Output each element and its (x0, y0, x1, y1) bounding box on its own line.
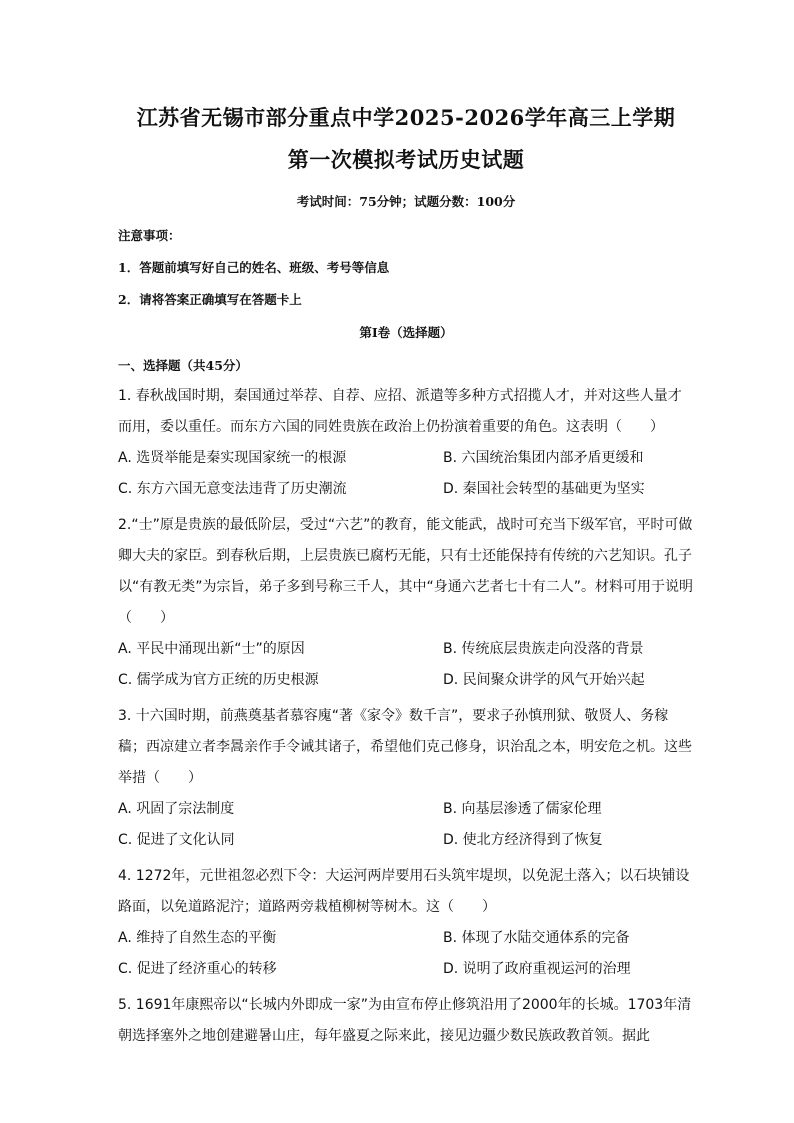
exam-title-line2: 第一次模拟考试历史试题 (287, 147, 525, 172)
note-item: 1．答题前填写好自己的姓名、班级、考号等信息 (118, 260, 390, 275)
part-heading: 一、选择题（共45分） (118, 358, 248, 373)
exam-info: 考试时间：75分钟；试题分数：100分 (296, 194, 516, 209)
notes-heading: 注意事项： (118, 228, 181, 243)
question-3-text: 3. 十六国时期，前燕奠基者慕容廆“著《家令》数千言”，要求子孙慎刑狱、敬贤人、务稼穑；西凉建立者李暠亲作手令诫其诸子，希望他们克己修身，识治乱之本，明安危之机。这些举措（ ） (118, 708, 692, 786)
option-d[interactable]: D. 说明了政府重视运河的治理 (443, 961, 631, 977)
option-c[interactable]: C. 儒学成为官方正统的历史根源 (118, 672, 319, 688)
question-5-text: 5. 1691年康熙帝以“长城内外即成一家”为由宣布停止修筑沿用了2000年的长城。1703年清朝选择塞外之地创建避暑山庄，每年盛夏之际来此，接见边疆少数民族政教首领。据此 (118, 997, 692, 1044)
option-b[interactable]: B. 向基层渗透了儒家伦理 (443, 801, 602, 817)
question-4-options (118, 923, 694, 985)
option-b[interactable]: B. 体现了水陆交通体系的完备 (443, 930, 630, 946)
note-item: 2．请将答案正确填写在答题卡上 (118, 292, 302, 307)
option-b[interactable]: B. 传统底层贵族走向没落的背景 (443, 641, 644, 657)
question-1-text: 1. 春秋战国时期，秦国通过举荐、自荐、应招、派遣等多种方式招揽人才，并对这些人量才而用，委以重任。而东方六国的同姓贵族在政治上仍扮演着重要的角色。这表明（ ） (118, 388, 682, 435)
question-1-options (118, 443, 694, 505)
option-a[interactable]: A. 维持了自然生态的平衡 (118, 930, 277, 946)
option-c[interactable]: C. 东方六国无意变法违背了历史潮流 (118, 481, 347, 497)
option-d[interactable]: D. 民间聚众讲学的风气开始兴起 (443, 672, 645, 688)
option-c[interactable]: C. 促进了经济重心的转移 (118, 961, 277, 977)
exam-title-line1: 江苏省无锡市部分重点中学2025-2026学年高三上学期 (136, 105, 676, 130)
question-3-options (118, 794, 694, 856)
option-b[interactable]: B. 六国统治集团内部矛盾更缓和 (443, 450, 644, 466)
option-c[interactable]: C. 促进了文化认同 (118, 832, 235, 848)
option-a[interactable]: A. 巩固了宗法制度 (118, 801, 235, 817)
question-4-text: 4. 1272年，元世祖忽必烈下令：大运河两岸要用石头筑牢堤坝，以免泥土落入；以石块铺设路面，以免道路泥泞；道路两旁栽植柳树等树木。这（ ） (118, 868, 690, 915)
option-d[interactable]: D. 使北方经济得到了恢复 (443, 832, 603, 848)
option-a[interactable]: A. 选贤举能是秦实现国家统一的根源 (118, 450, 347, 466)
section-heading: 第I卷（选择题） (359, 325, 453, 340)
option-d[interactable]: D. 秦国社会转型的基础更为坚实 (443, 481, 645, 497)
option-a[interactable]: A. 平民中涌现出新“士”的原因 (118, 641, 305, 657)
question-2-options (118, 634, 694, 696)
question-2-text: 2.“士”原是贵族的最低阶层，受过“六艺”的教育，能文能武，战时可充当下级军官，平时可做卿大夫的家臣。到春秋后期，上层贵族已腐朽无能，只有士还能保持有传统的六艺知识。孔子以“有教无类”为宗旨，弟子多到号称三千人，其中“身通六艺者七十有二人”。材料可用于说明（ ） (118, 517, 694, 626)
